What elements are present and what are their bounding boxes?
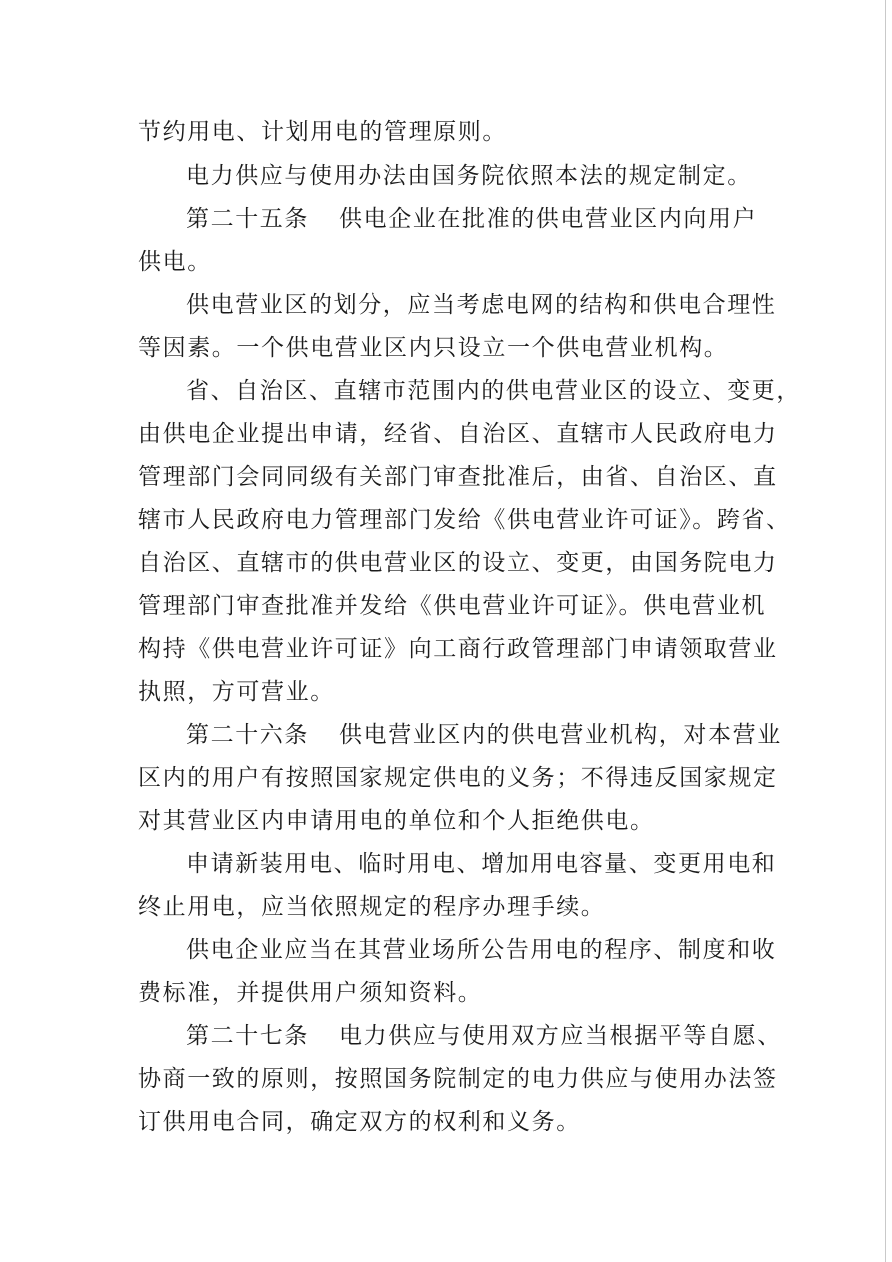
article-27-line (186, 1021, 782, 1051)
text-line: 构持《供电营业许可证》向工商行政管理部门申请领取营业 (138, 636, 778, 662)
text-line: 费标准，并提供用户须知资料。 (138, 980, 483, 1006)
paragraph-line: 电力供应与使用办法由国务院依照本法的规定制定。 (186, 163, 752, 189)
text-line: 供电。 (138, 249, 212, 275)
paragraph-line: 供电企业应当在其营业场所公告用电的程序、制度和收 (186, 937, 777, 963)
text-line: 订供用电合同，确定双方的权利和义务。 (138, 1109, 581, 1135)
article-26-line (186, 720, 782, 750)
article-text: 电力供应与使用双方应当根据平等自愿、 (339, 1023, 782, 1049)
text-line: 终止用电，应当依照规定的程序办理手续。 (138, 894, 606, 920)
text-line: 协商一致的原则，按照国务院制定的电力供应与使用办法签 (138, 1066, 778, 1092)
text-line: 执照，方可营业。 (138, 679, 335, 705)
text-line: 辖市人民政府电力管理部门发给《供电营业许可证》。跨省、 (138, 507, 791, 533)
article-number: 第二十五条 (186, 206, 309, 232)
article-25-line (186, 204, 757, 234)
text-line: 对其营业区内申请用电的单位和个人拒绝供电。 (138, 808, 655, 834)
text-line: 管理部门审查批准并发给《供电营业许可证》。供电营业机 (138, 593, 767, 619)
text-line: 区内的用户有按照国家规定供电的义务；不得违反国家规定 (138, 765, 778, 791)
article-text: 供电企业在批准的供电营业区内向用户 (339, 206, 758, 232)
text-line: 等因素。一个供电营业区内只设立一个供电营业机构。 (138, 335, 729, 361)
text-line: 管理部门会同同级有关部门审查批准后，由省、自治区、直 (138, 464, 778, 490)
article-text: 供电营业区内的供电营业机构，对本营业 (339, 722, 782, 748)
text-line: 节约用电、计划用电的管理原则。 (138, 119, 507, 145)
paragraph-line: 省、自治区、直辖市范围内的供电营业区的设立、变更， (186, 378, 801, 404)
text-line: 自治区、直辖市的供电营业区的设立、变更，由国务院电力 (138, 550, 778, 576)
paragraph-line: 申请新装用电、临时用电、增加用电容量、变更用电和 (186, 851, 777, 877)
article-number: 第二十七条 (186, 1023, 309, 1049)
paragraph-line: 供电营业区的划分，应当考虑电网的结构和供电合理性 (186, 292, 777, 318)
page-edge-line (885, 0, 886, 1262)
text-line: 由供电企业提出申请，经省、自治区、直辖市人民政府电力 (138, 421, 778, 447)
article-number: 第二十六条 (186, 722, 309, 748)
